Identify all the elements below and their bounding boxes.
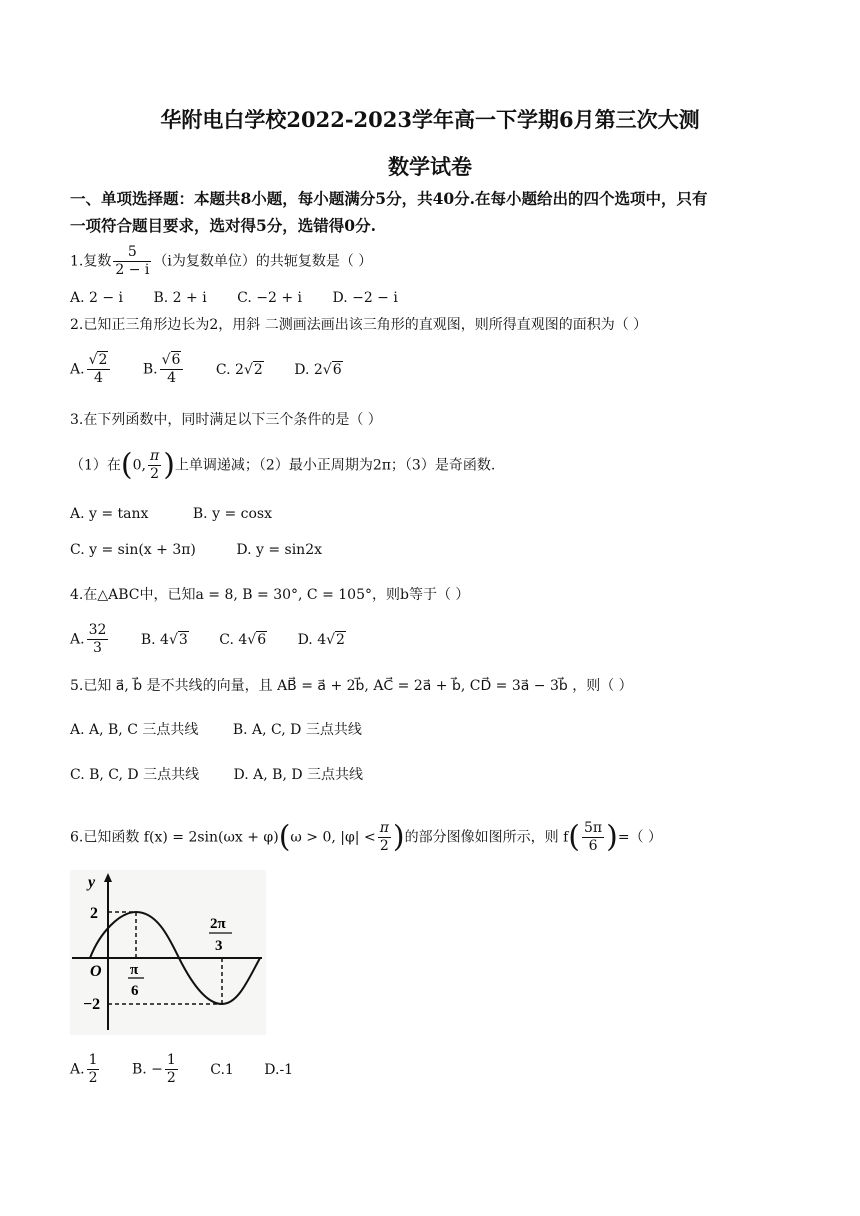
- q3-options-row1: [70, 504, 298, 524]
- q4-a-label: A.: [70, 631, 85, 648]
- y-axis-label: y: [88, 874, 96, 891]
- q3-option-a[interactable]: A. y = tanx: [70, 506, 149, 522]
- q2-b-den: 4: [167, 370, 176, 386]
- q1-option-c[interactable]: C. −2 + i: [237, 290, 303, 306]
- q4-c-radicand: 6: [257, 631, 267, 648]
- exam-subtitle: 数学试卷: [388, 154, 472, 179]
- q6-b-label: B. −: [131, 1061, 163, 1078]
- q1-option-a[interactable]: A. 2 − i: [70, 290, 124, 306]
- q1-frac-den: 2 − i: [115, 262, 150, 278]
- q6-option-d[interactable]: D.-1: [264, 1061, 294, 1078]
- question-3: 3.在下列函数中，同时满足以下三个条件的是（ ）: [70, 412, 382, 428]
- q6-middle: 的部分图像如图所示，则 f: [404, 829, 569, 846]
- q4-b-radicand: 3: [178, 631, 188, 648]
- q6-cond-num: π: [379, 820, 389, 836]
- q3-conditions: （1）在(0, $\frac{\pi}{2}$ )上单调递减；（2）最小正周期为2π；（3）是奇函数.: [70, 447, 496, 483]
- q6-prefix: 6.已知函数 f(x) = 2sin(ωx + φ): [70, 829, 279, 846]
- q6-arg-num: 5π: [583, 820, 603, 836]
- q4-d-label: D. 4: [297, 631, 327, 648]
- y-min-label: −2: [83, 996, 101, 1013]
- section-heading-line1: 一、单项选择题：本题共8小题，每小题满分5分，共40分.在每小题给出的四个选项中，只有: [70, 189, 708, 208]
- q2-a-den: 4: [94, 370, 103, 386]
- x-pi-over-6-den: 6: [131, 983, 139, 999]
- x-2pi-over-3-num: 2π: [210, 916, 226, 932]
- q6-options: [70, 1052, 319, 1087]
- q3-frac-num: π: [150, 448, 160, 464]
- q4-options: [70, 622, 372, 657]
- question-6: 6.已知函数 f(x) = 2sin(ωx + φ)(ω > 0, |φ| < $\frac{\pi}{2}$ )的部分图像如图所示，则 f( $\frac{5\pi}{6}$ )=（ ）: [70, 819, 662, 855]
- q3-option-d[interactable]: D. y = sin2x: [236, 542, 322, 558]
- sine-graph-figure: [70, 870, 266, 1035]
- q4-c-label: C. 4: [219, 631, 248, 648]
- q6-a-num: 1: [88, 1052, 98, 1068]
- q6-suffix: =（ ）: [617, 829, 662, 846]
- q2-b-radicand: 6: [171, 352, 181, 368]
- q3-option-c[interactable]: C. y = sin(x + 3π): [70, 542, 196, 558]
- q2-a-label: A.: [70, 361, 85, 378]
- q6-cond: ω > 0, |φ| <: [290, 829, 376, 846]
- q6-option-a[interactable]: [70, 1052, 101, 1087]
- q2-options: [70, 352, 369, 387]
- exam-title: 华附电白学校2022-2023学年高一下学期6月第三次大测: [160, 107, 700, 132]
- q6-a-den: 2: [88, 1070, 98, 1086]
- q4-option-a[interactable]: [70, 622, 110, 657]
- q6-option-c[interactable]: C.1: [210, 1061, 234, 1078]
- q3-options-row2: [70, 540, 348, 560]
- q2-b-label: B.: [142, 361, 158, 378]
- q3-frac-den: 2: [150, 466, 160, 482]
- q5-option-a[interactable]: A. A, B, C 三点共线: [70, 722, 199, 738]
- q5-option-b[interactable]: B. A, C, D 三点共线: [232, 722, 362, 738]
- question-2: 2.已知正三角形边长为2，用斜 二测画法画出该三角形的直观图，则所得直观图的面积为（ ）: [70, 317, 648, 333]
- q6-a-label: A.: [70, 1061, 85, 1078]
- q4-option-c[interactable]: C. 4√6: [219, 631, 267, 648]
- q1-suffix: （i为复数单位）的共轭复数是（ ）: [153, 253, 373, 270]
- y-max-label: 2: [90, 905, 98, 922]
- q4-d-radicand: 2: [336, 631, 345, 648]
- q3-cond-suffix: 上单调递减；（2）最小正周期为2π；（3）是奇函数.: [174, 457, 496, 474]
- q1-fraction: [113, 244, 151, 279]
- q3-interval-left: 0,: [132, 457, 146, 474]
- q6-b-num: 1: [166, 1052, 176, 1068]
- q4-a-den: 3: [93, 640, 102, 656]
- x-pi-over-6-num: π: [130, 962, 139, 978]
- origin-label: O: [90, 963, 102, 980]
- q3-cond-prefix: （1）在: [70, 457, 121, 474]
- q4-option-b[interactable]: B. 4√3: [140, 631, 188, 648]
- question-4: 4.在△ABC中，已知a = 8, B = 30°, C = 105°，则b等于（ ）: [70, 587, 470, 603]
- q2-option-b[interactable]: B. $\frac{√6}{4}$: [143, 352, 186, 387]
- q1-frac-num: 5: [113, 244, 151, 262]
- sine-graph-svg: [70, 870, 266, 1035]
- q6-b-den: 2: [166, 1070, 176, 1086]
- q5-option-c[interactable]: C. B, C, D 三点共线: [70, 767, 200, 783]
- q2-a-radicand: 2: [98, 352, 108, 368]
- q1-options: [70, 288, 424, 308]
- q6-cond-den: 2: [379, 838, 389, 854]
- q2-option-a[interactable]: A. $\frac{√2}{4}$: [70, 352, 112, 387]
- q2-c-label: C. 2: [215, 361, 244, 378]
- x-2pi-over-3-den: 3: [215, 938, 223, 954]
- q2-d-radicand: 6: [332, 361, 342, 378]
- q3-option-b[interactable]: B. y = cosx: [192, 506, 272, 522]
- section-heading-line2: 一项符合题目要求，选对得5分，选错得0分.: [70, 216, 376, 235]
- q6-arg-den: 6: [588, 838, 598, 854]
- q2-c-radicand: 2: [253, 361, 263, 378]
- q4-option-d[interactable]: D. 4√2: [297, 631, 345, 648]
- question-5: 5.已知 a⃗, b⃗ 是不共线的向量，且 AB⃗ = a⃗ + 2b⃗, AC⃗ = 2a⃗ + b⃗, CD⃗ = 3a⃗ − 3b⃗ ，则（ ）: [70, 678, 633, 694]
- q6-option-b[interactable]: [132, 1052, 180, 1087]
- q5-options-row1: [70, 720, 388, 740]
- question-1: [70, 244, 372, 279]
- q4-a-num: 32: [88, 622, 107, 638]
- q1-prefix: 1.复数: [70, 253, 112, 270]
- q1-option-d[interactable]: D. −2 − i: [332, 290, 398, 306]
- q2-option-c[interactable]: C. 2√2: [215, 361, 263, 378]
- q1-option-b[interactable]: B. 2 + i: [153, 290, 207, 306]
- q4-b-label: B. 4: [140, 631, 169, 648]
- q5-options-row2: [70, 765, 389, 785]
- q2-d-label: D. 2: [294, 361, 323, 378]
- q2-option-d[interactable]: D. 2√6: [294, 361, 342, 378]
- q5-option-d[interactable]: D. A, B, D 三点共线: [233, 767, 364, 783]
